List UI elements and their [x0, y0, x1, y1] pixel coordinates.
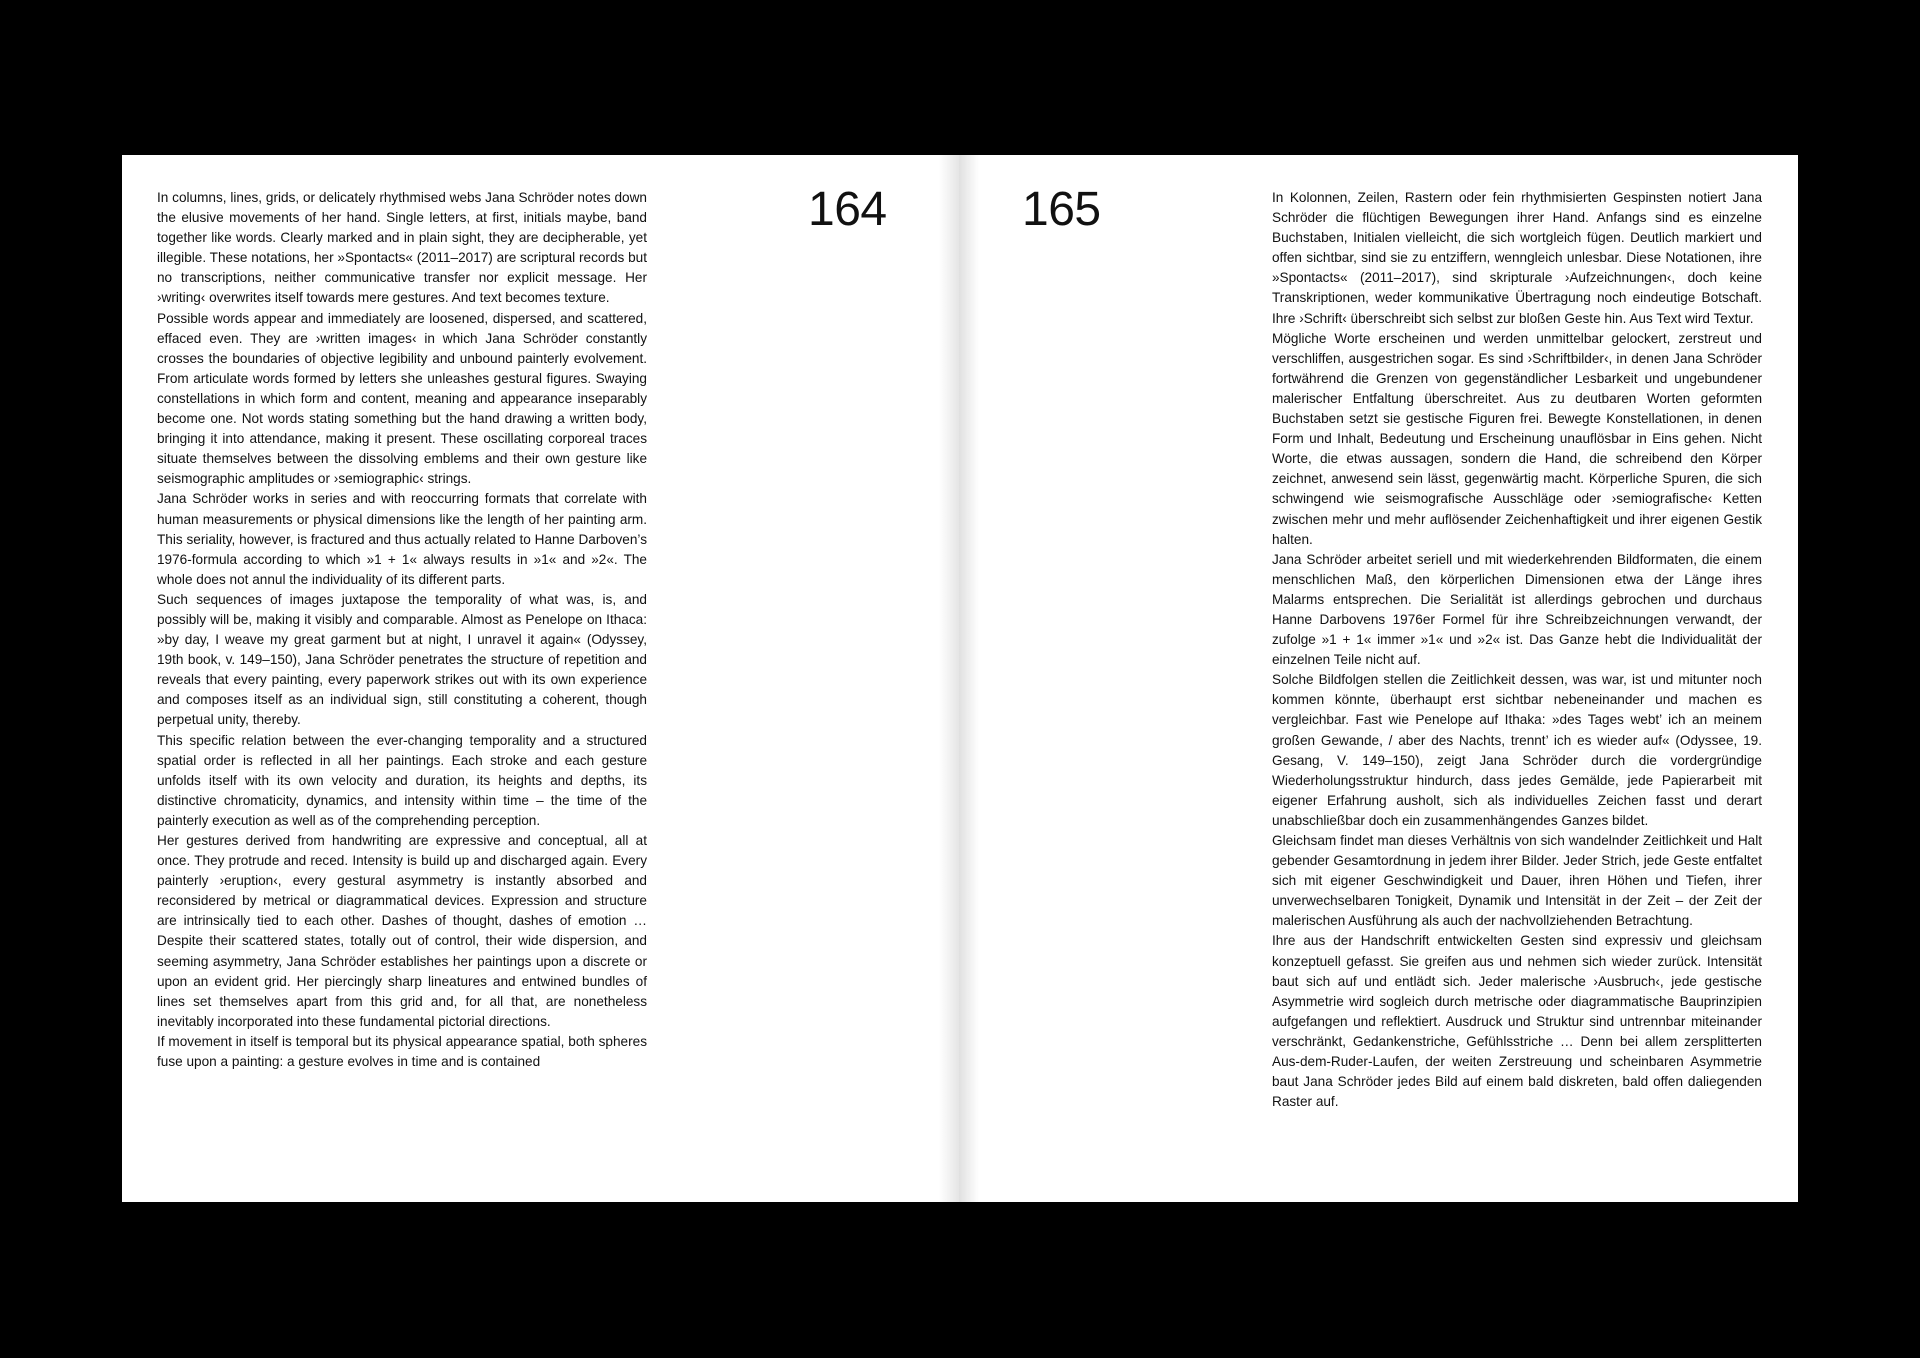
paragraph: Mögliche Worte erscheinen und werden unmittelbar gelockert, zerstreut und verschliffen, ausgestrichen sogar. Es sind ›Schriftbilder‹, in denen Jana Schröder fortwährend die Grenzen von gegenständlicher Lesbarkeit und ungebundener malerischer Entfaltung überschreitet. Aus zu deutbaren Worten geformten Buchstaben setzt sie gestische Figuren frei. Bewegte Konstellationen, in denen Form und Inhalt, Bedeutung und Erscheinung unauflösbar in Eins gehen. Nicht Worte, die etwas aussagen, sondern die Hand, die schreibend den Körper zeichnet, anwesend sein lässt, gegenwärtig macht. Körperliche Spuren, die sich schwingend wie seismografische Ausschläge oder ›semiografische‹ Ketten zwischen mehr und mehr auflösender Zeichenhaftigkeit und ihrer eigenen Gestik halten.: [1272, 330, 1762, 547]
paragraph: Gleichsam findet man dieses Verhältnis von sich wandelnder Zeitlichkeit und Halt gebender Gesamtordnung in jedem ihrer Bilder. Jeder Strich, jede Geste entfaltet sich mit eigener Geschwindigkeit und Dauer, ihren Höhen und Tiefen, ihrer unverwechselbaren Tonigkeit, Dynamik und Intensität in der Zeit – der Zeit der malerischen Ausführung als auch der nachvollziehenden Betrachtung.: [1272, 833, 1762, 929]
right-page: [959, 155, 1798, 1202]
english-text-column: [157, 188, 647, 1072]
book-spread: [122, 155, 1798, 1202]
page-number: 165: [1022, 183, 1101, 236]
gutter-shadow: [959, 155, 979, 1202]
left-page: [122, 155, 959, 1202]
paragraph: Solche Bildfolgen stellen die Zeitlichkeit dessen, was war, ist und mitunter noch kommen könnte, überhaupt erst sichtbar nebeneinander und machen es vergleichbar. Fast wie Penelope auf Ithaka: »des Tages webt’ ich an meinem großen Gewande, / aber des Nachts, trennt’ ich es wieder auf« (Odyssee, 19. Gesang, V. 149–150), zeigt Jana Schröder durch die vordergründige Wiederholungsstruktur hindurch, dass jedes Gemälde, jede Papierarbeit mit eigener Erfahrung ausholt, sich als individuelles Zeichen fasst und derart unabschließbar doch ein zusammenhängendes Ganzes bildet.: [1272, 672, 1762, 828]
paragraph: Ihre aus der Handschrift entwickelten Gesten sind expressiv und gleichsam konzeptuell gefasst. Sie greifen aus und nehmen sich wieder zurück. Intensität baut sich auf und entlädt sich. Jeder malerische ›Ausbruch‹, jede gestische Asymmetrie wird sogleich durch metrische oder diagrammatische Bauprinzipien aufgefangen und reflektiert. Ausdruck und Struktur sind untrennbar miteinander verschränkt, Gedankenstriche, Gefühlsstriche … Denn bei allem zersplitterten Aus-dem-Ruder-Laufen, der weiten Zerstreuung und scheinbaren Asymmetrie baut Jana Schröder jedes Bild auf einem bald diskreten, bald offen daliegenden Raster auf.: [1272, 933, 1762, 1110]
paragraph: Possible words appear and immediately are loosened, dispersed, and scattered, effaced even. They are ›written images‹ in which Jana Schröder constantly crosses the boundaries of objective legibility and unbound painterly evolvement. From articulate words formed by letters she unleashes gestural figures. Swaying constellations in which form and content, meaning and appearance inseparably become one. Not words stating something but the hand drawing a written body, bringing it into attendance, making it present. These oscillating corporeal traces situate themselves between the dissolving emblems and their own gesture like seismographic amplitudes or ›semiographic‹ strings.: [157, 310, 647, 487]
paragraph: Her gestures derived from handwriting are expressive and conceptual, all at once. They protrude and reced. Intensity is build up and discharged again. Every painterly ›eruption‹, every gestural asymmetry is instantly absorbed and reconsidered by metrical or diagrammatical devices. Expression and structure are intrinsically tied to each other. Dashes of thought, dashes of emotion … Despite their scattered states, totally out of control, their wide dispersion, and seeming asymmetry, Jana Schröder establishes her paintings upon a discrete or upon an evident grid. Her piercingly sharp lineatures and entwined bundles of lines set themselves apart from this grid and, for all that, are nonetheless inevitably incorporated into these fundamental pictorial directions.: [157, 833, 647, 1029]
paragraph: In Kolonnen, Zeilen, Rastern oder fein rhythmisierten Gespinsten notiert Jana Schröder die flüchtigen Bewegungen ihrer Hand. Anfangs sind es einzelne Buchstaben, Initialen vielleicht, die sich wortgleich fügen. Deutlich markiert und offen sichtbar, sind sie zu entziffern, wenngleich unlesbar. Diese Notationen, ihre »Spontacts« (2011–2017), sind skripturale ›Aufzeichnungen‹, doch keine Transkriptionen, weder kommunikative Übertragung noch eindeutige Botschaft. Ihre ›Schrift‹ überschreibt sich selbst zur bloßen Geste hin. Aus Text wird Textur.: [1272, 190, 1762, 326]
paragraph: This specific relation between the ever-changing temporality and a structured spatial order is reflected in all her paintings. Each stroke and each gesture unfolds itself with its own velocity and duration, its heights and depths, its distinctive chromaticity, dynamics, and intensity within time – the time of the painterly execution as well as of the comprehending perception.: [157, 732, 647, 828]
german-text-column: [1272, 188, 1762, 1112]
page-number: 164: [808, 183, 887, 236]
paragraph: Such sequences of images juxtapose the temporality of what was, is, and possibly will be, making it visibly and comparable. Almost as Penelope on Ithaca: »by day, I weave my great garment but at night, I unravel it again« (Odyssey, 19th book, v. 149–150), Jana Schröder penetrates the structure of repetition and reveals that every painting, every paperwork strikes out with its own experience and composes itself as an individual sign, still constituting a coherent, though perpetual unity, thereby.: [157, 591, 647, 728]
paragraph: Jana Schröder arbeitet seriell und mit wiederkehrenden Bildformaten, die einem menschlichen Maß, den körperlichen Dimensionen etwa der Länge ihres Malarms entsprechen. Die Serialität ist allerdings gebrochen und durchaus Hanne Darbovens 1976er Formel für ihre Schreibzeichnungen verwandt, der zufolge »1 + 1« immer »1« und »2« ist. Das Ganze hebt die Individualität der einzelnen Teile nicht auf.: [1272, 551, 1762, 668]
paragraph: In columns, lines, grids, or delicately rhythmised webs Jana Schröder notes down the elusive movements of her hand. Single letters, at first, initials maybe, band together like words. Clearly marked and in plain sight, they are decipherable, yet illegible. These notations, her »Spontacts« (2011–2017) are scriptural records but no transcriptions, neither communicative transfer nor explicit message. Her ›writing‹ overwrites itself towards mere gestures. And text becomes texture.: [157, 190, 647, 306]
gutter-shadow: [939, 155, 959, 1202]
paragraph: Jana Schröder works in series and with reoccurring formats that correlate with human measurements or physical dimensions like the length of her painting arm. This seriality, however, is fractured and thus actually related to Hanne Darboven’s 1976-formula according to which »1 + 1« always results in »1« and »2«. The whole does not annul the individuality of its different parts.: [157, 491, 647, 587]
paragraph: If movement in itself is temporal but its physical appearance spatial, both spheres fuse upon a painting: a gesture evolves in time and is contained: [157, 1033, 647, 1070]
